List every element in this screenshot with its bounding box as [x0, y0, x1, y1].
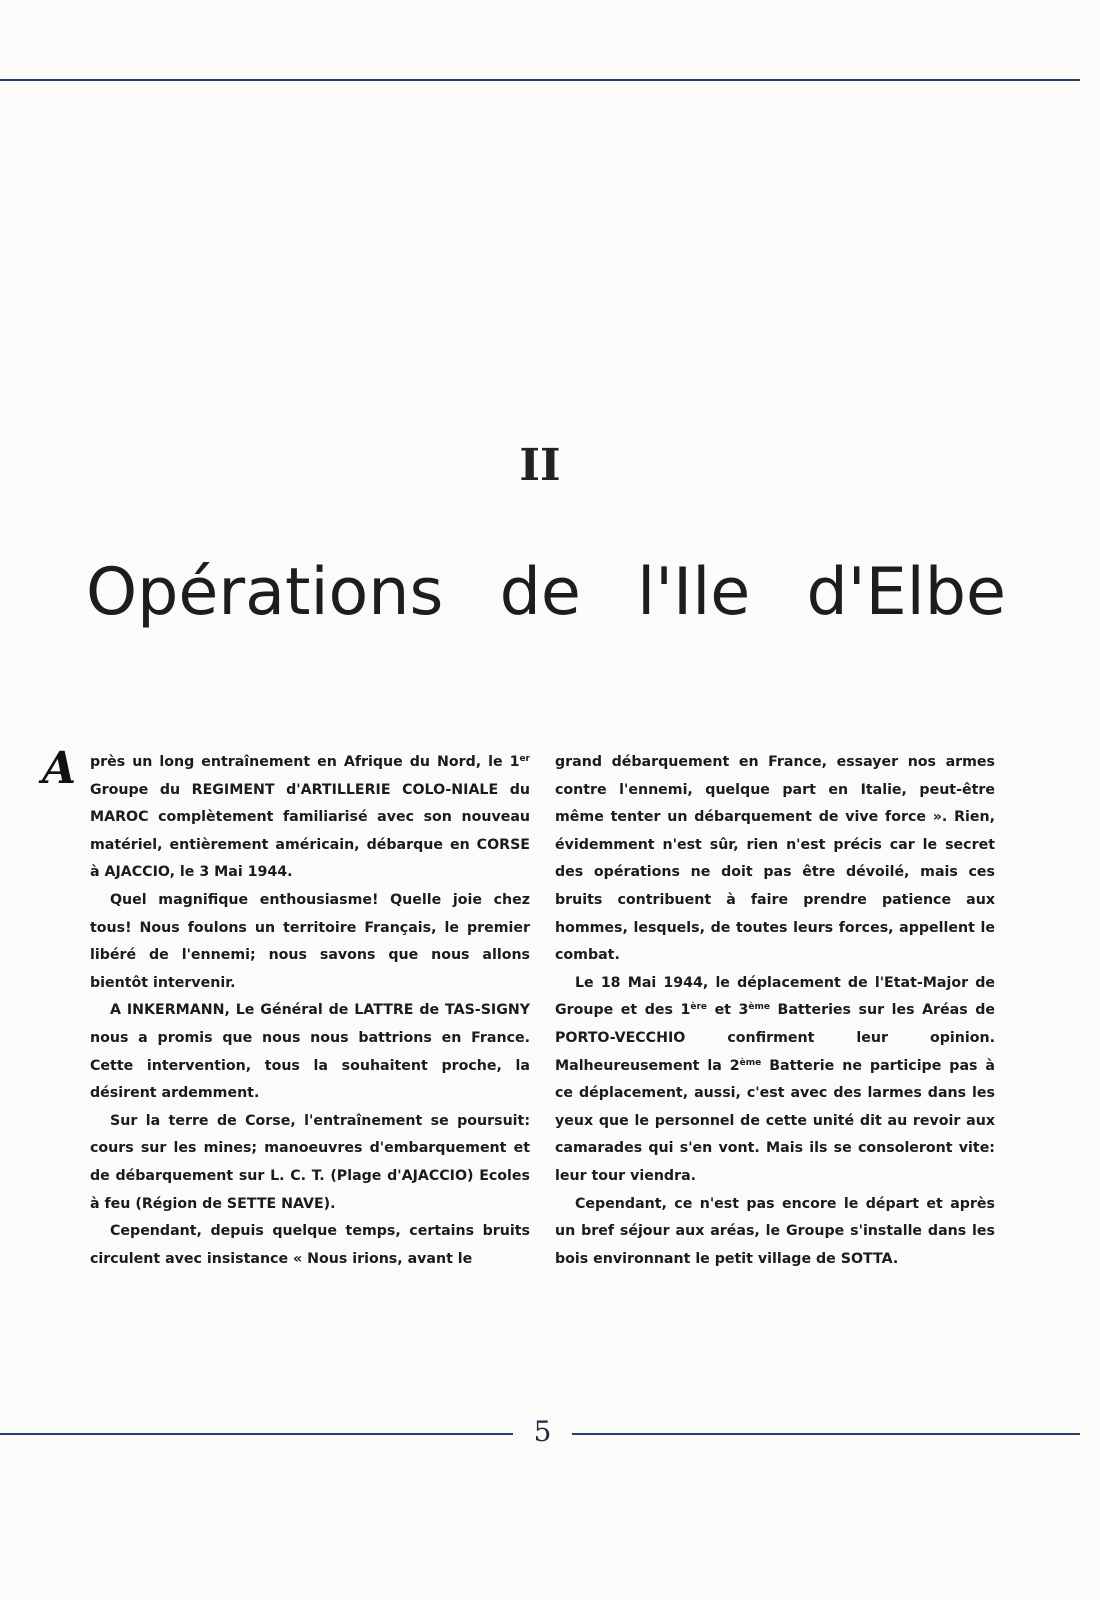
paragraph-7: Cependant, ce n'est pas encore le départ et après un bref séjour aux aréas, le Groupe s'installe dans les bois environnant le petit village de SOTTA.: [555, 1195, 995, 1267]
top-rule: [0, 79, 1080, 81]
right-column: [555, 749, 995, 1273]
paragraph-4: Sur la terre de Corse, l'entraînement se poursuit: cours sur les mines; manoeuvres d'embarquement et de débarquement sur L. C. T. (Plage d'AJACCIO) Ecoles à feu (Région de SETTE NAVE).: [90, 1112, 530, 1212]
paragraph-6: Le 18 Mai 1944, le déplacement de l'Etat-Major de Groupe et des 1ère et 3ème Batteries sur les Aréas de PORTO-VECCHIO confirment leur opinion. Malheureusement la 2ème Batterie ne participe pas à ce déplacement, aussi, c'est avec des larmes dans les yeux que le personnel de cette unité dit au revoir aux camarades qui s'en vont. Mais ils se consoleront vite: leur tour viendra.: [555, 974, 995, 1184]
paragraph-1: Après un long entraînement en Afrique du Nord, le 1er Groupe du REGIMENT d'ARTILLERIE COLO-NIALE du MAROC complètement familiarisé avec son nouveau matériel, entièrement américain, débarque en CORSE à AJACCIO, le 3 Mai 1944.: [42, 743, 530, 881]
paragraph-3: A INKERMANN, Le Général de LATTRE de TAS-SIGNY nous a promis que nous nous battrions en France. Cette intervention, tous la souhaitent proche, la désirent ardemment.: [90, 1002, 530, 1102]
paragraph-2: Quel magnifique enthousiasme! Quelle joie chez tous! Nous foulons un territoire Français, le premier libéré de l'ennemi; nous savons que nous allons bientôt intervenir.: [90, 891, 530, 991]
left-column: [42, 743, 530, 1273]
chapter-title: Opérations de l'Ile d'Elbe: [86, 555, 1006, 630]
paragraph-5: Cependant, depuis quelque temps, certains bruits circulent avec insistance « Nous irions, avant le: [90, 1223, 530, 1267]
chapter-number: II: [519, 440, 561, 491]
drop-cap: A: [42, 743, 77, 794]
paragraph-5-continued: grand débarquement en France, essayer nos armes contre l'ennemi, quelque part en Italie, peut-être même tenter un débarquement de vive force ». Rien, évidemment n'est sûr, rien n'est précis car le secret des opérations ne doit pas être dévoilé, mais ces bruits contribuent à faire prendre patience aux hommes, lesquels, de toutes leurs forces, appellent le combat.: [555, 754, 995, 964]
footer-rule-right: [572, 1433, 1080, 1435]
page-number: 5: [533, 1415, 552, 1448]
footer-rule-left: [0, 1433, 513, 1435]
page-footer: [0, 1415, 1080, 1448]
